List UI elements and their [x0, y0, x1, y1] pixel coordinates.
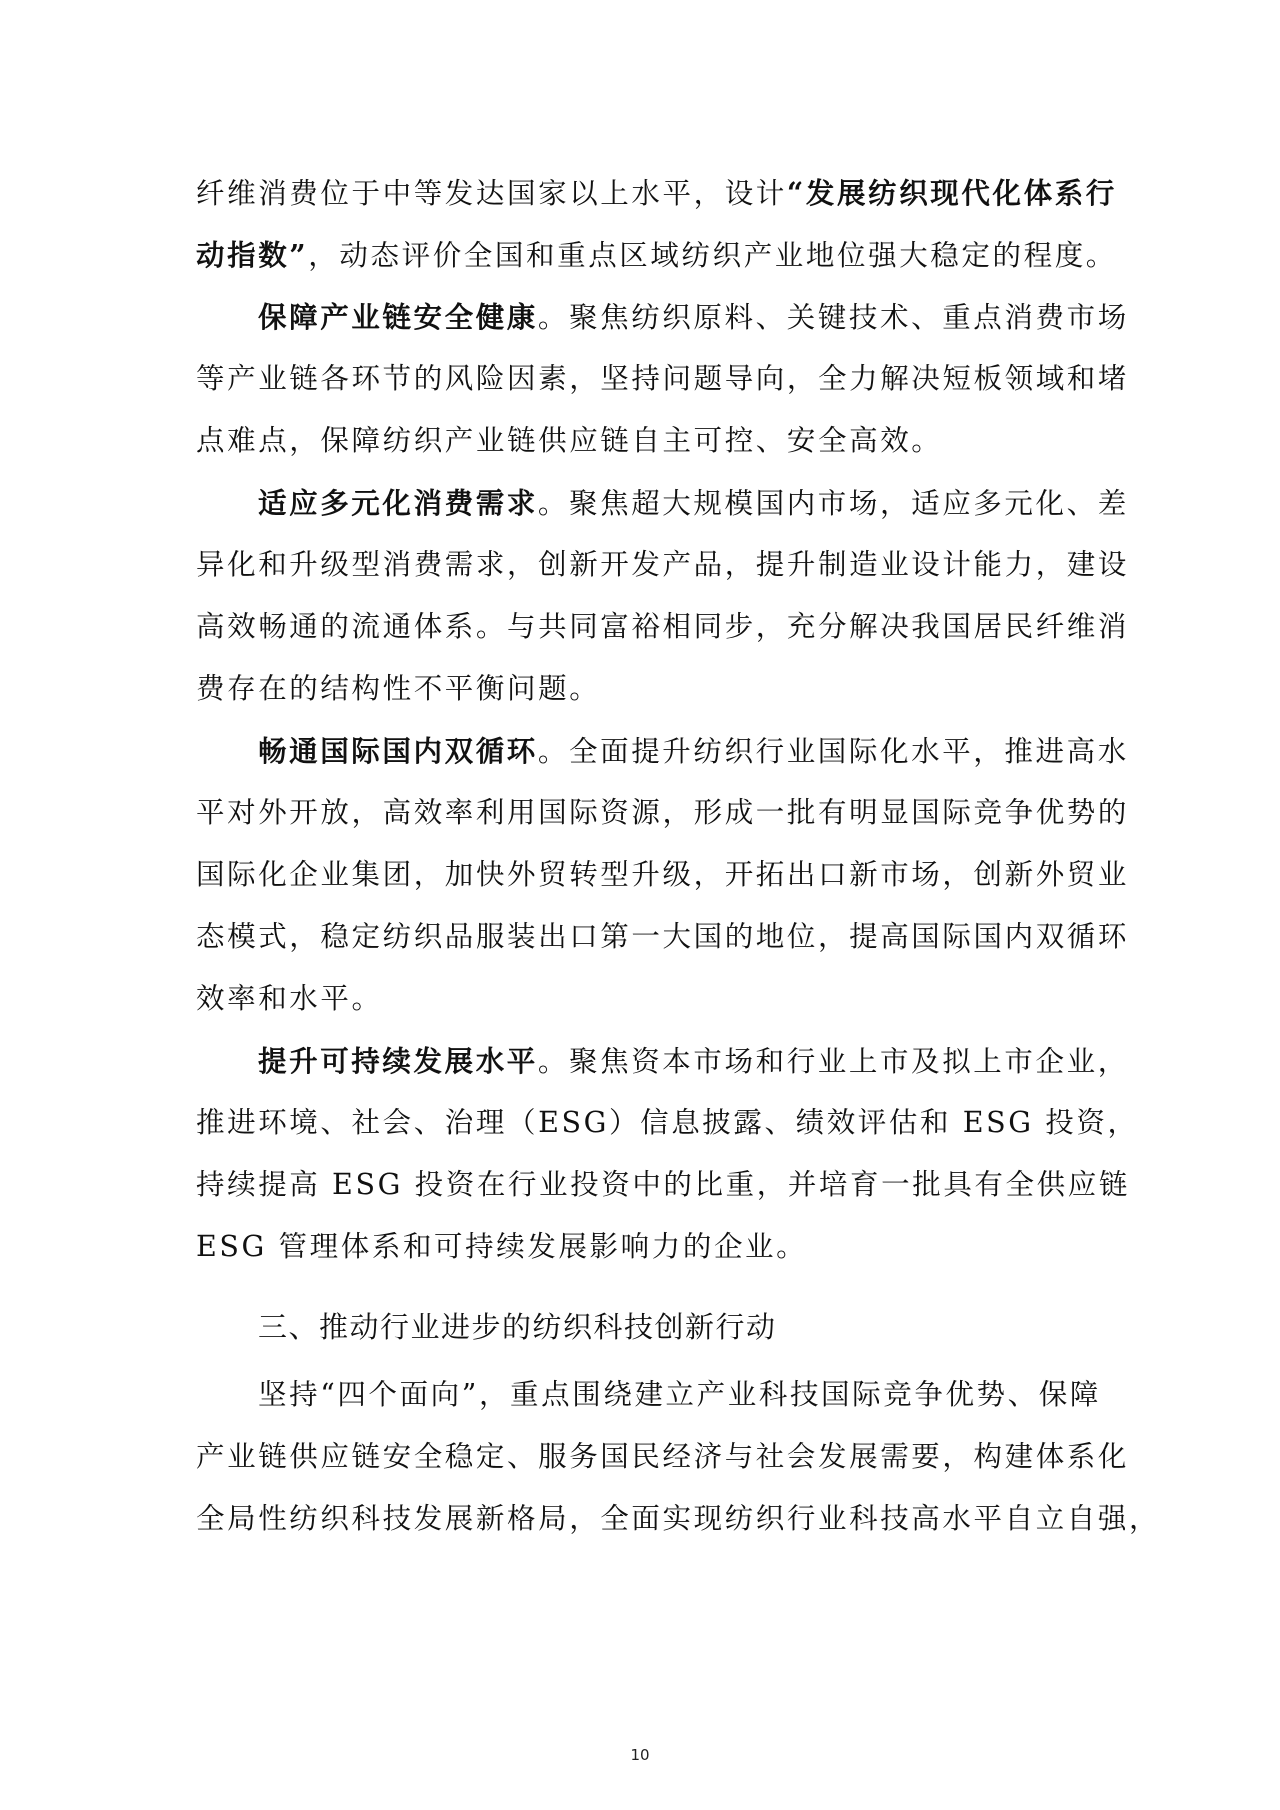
text-run: 。聚焦纺织原料、关键技术、重点消费市场 — [537, 301, 1129, 334]
text-run: 产业链供应链安全稳定、服务国民经济与社会发展需要，构建体系化 — [196, 1440, 1130, 1473]
text-run: 高效畅通的流通体系。与共同富裕相同步，充分解决我国居民纤维消 — [196, 610, 1130, 643]
section-heading: 三、推动行业进步的纺织科技创新行动 — [258, 1310, 777, 1344]
paragraph — [196, 286, 1130, 472]
text-line — [196, 1092, 1139, 1154]
text-line — [196, 410, 1094, 472]
text-run: 。全面提升纺织行业国际化水平，推进高水 — [537, 735, 1129, 768]
text-line — [196, 1426, 1130, 1488]
text-run: 全局性纺织科技发展新格局，全面实现纺织行业科技高水平自立自强， — [196, 1502, 1161, 1535]
text-run: 费存在的结构性不平衡问题。 — [196, 672, 601, 705]
paragraph — [196, 1364, 1161, 1550]
text-run: 点难点，保障纺织产业链供应链自主可控、安全高效。 — [196, 424, 943, 457]
text-run: 。聚焦资本市场和行业上市及拟上市企业， — [537, 1045, 1129, 1078]
bold-lead-phrase: 保障产业链安全健康 — [258, 300, 538, 334]
text-line — [196, 472, 1129, 534]
text-line — [196, 162, 1117, 224]
text-run: 纤维消费位于中等发达国家以上水平，设计 — [196, 177, 787, 210]
paragraph — [196, 472, 1130, 720]
text-line — [196, 286, 1129, 348]
document-body — [196, 162, 1161, 1550]
text-line — [196, 720, 1129, 782]
text-line — [196, 1030, 1129, 1092]
text-line — [196, 782, 1130, 844]
text-run: 态模式，稳定纺织品服装出口第一大国的地位，提高国际国内双循环 — [196, 920, 1130, 953]
text-run: 持续提高 ESG 投资在行业投资中的比重，并培育一批具有全供应链 — [196, 1168, 1130, 1201]
text-run: ，动态评价全国和重点区域纺织产业地位强大稳定的程度。 — [308, 239, 1117, 272]
paragraph — [196, 162, 1117, 286]
text-line — [196, 844, 1130, 906]
text-run: 平对外开放，高效率利用国际资源，形成一批有明显国际竞争优势的 — [196, 796, 1130, 829]
bold-lead-phrase: 适应多元化消费需求 — [258, 486, 538, 520]
text-line — [196, 1154, 1130, 1216]
text-line — [196, 1364, 1101, 1426]
text-run: 国际化企业集团，加快外贸转型升级，开拓出口新市场，创新外贸业 — [196, 858, 1130, 891]
bold-lead-phrase: 动指数” — [196, 238, 309, 272]
text-run: 。聚焦超大规模国内市场，适应多元化、差 — [537, 487, 1129, 520]
text-run: 异化和升级型消费需求，创新开发产品，提升制造业设计能力，建设 — [196, 548, 1130, 581]
text-line — [196, 534, 1130, 596]
text-line — [196, 224, 1117, 286]
page-number: 10 — [630, 1746, 650, 1764]
text-line — [196, 1216, 1094, 1278]
text-line — [196, 906, 1130, 968]
text-run: 等产业链各环节的风险因素，坚持问题导向，全力解决短板领域和堵 — [196, 362, 1130, 395]
text-line — [196, 348, 1130, 410]
text-line — [196, 1488, 1161, 1550]
text-line — [196, 596, 1130, 658]
paragraph — [196, 720, 1130, 1030]
text-run: 坚持“四个面向”，重点围绕建立产业科技国际竞争优势、保障 — [258, 1378, 1101, 1411]
bold-lead-phrase: 畅通国际国内双循环 — [258, 734, 538, 768]
text-line — [196, 968, 1094, 1030]
text-run: 效率和水平。 — [196, 982, 383, 1015]
bold-lead-phrase: 提升可持续发展水平 — [258, 1044, 538, 1078]
bold-lead-phrase: “发展纺织现代化体系行 — [786, 176, 1117, 210]
text-line — [196, 658, 1094, 720]
paragraph — [196, 1030, 1139, 1278]
text-run: ESG 管理体系和可持续发展影响力的企业。 — [196, 1230, 808, 1263]
text-run: 推进环境、社会、治理（ESG）信息披露、绩效评估和 ESG 投资， — [196, 1106, 1139, 1139]
